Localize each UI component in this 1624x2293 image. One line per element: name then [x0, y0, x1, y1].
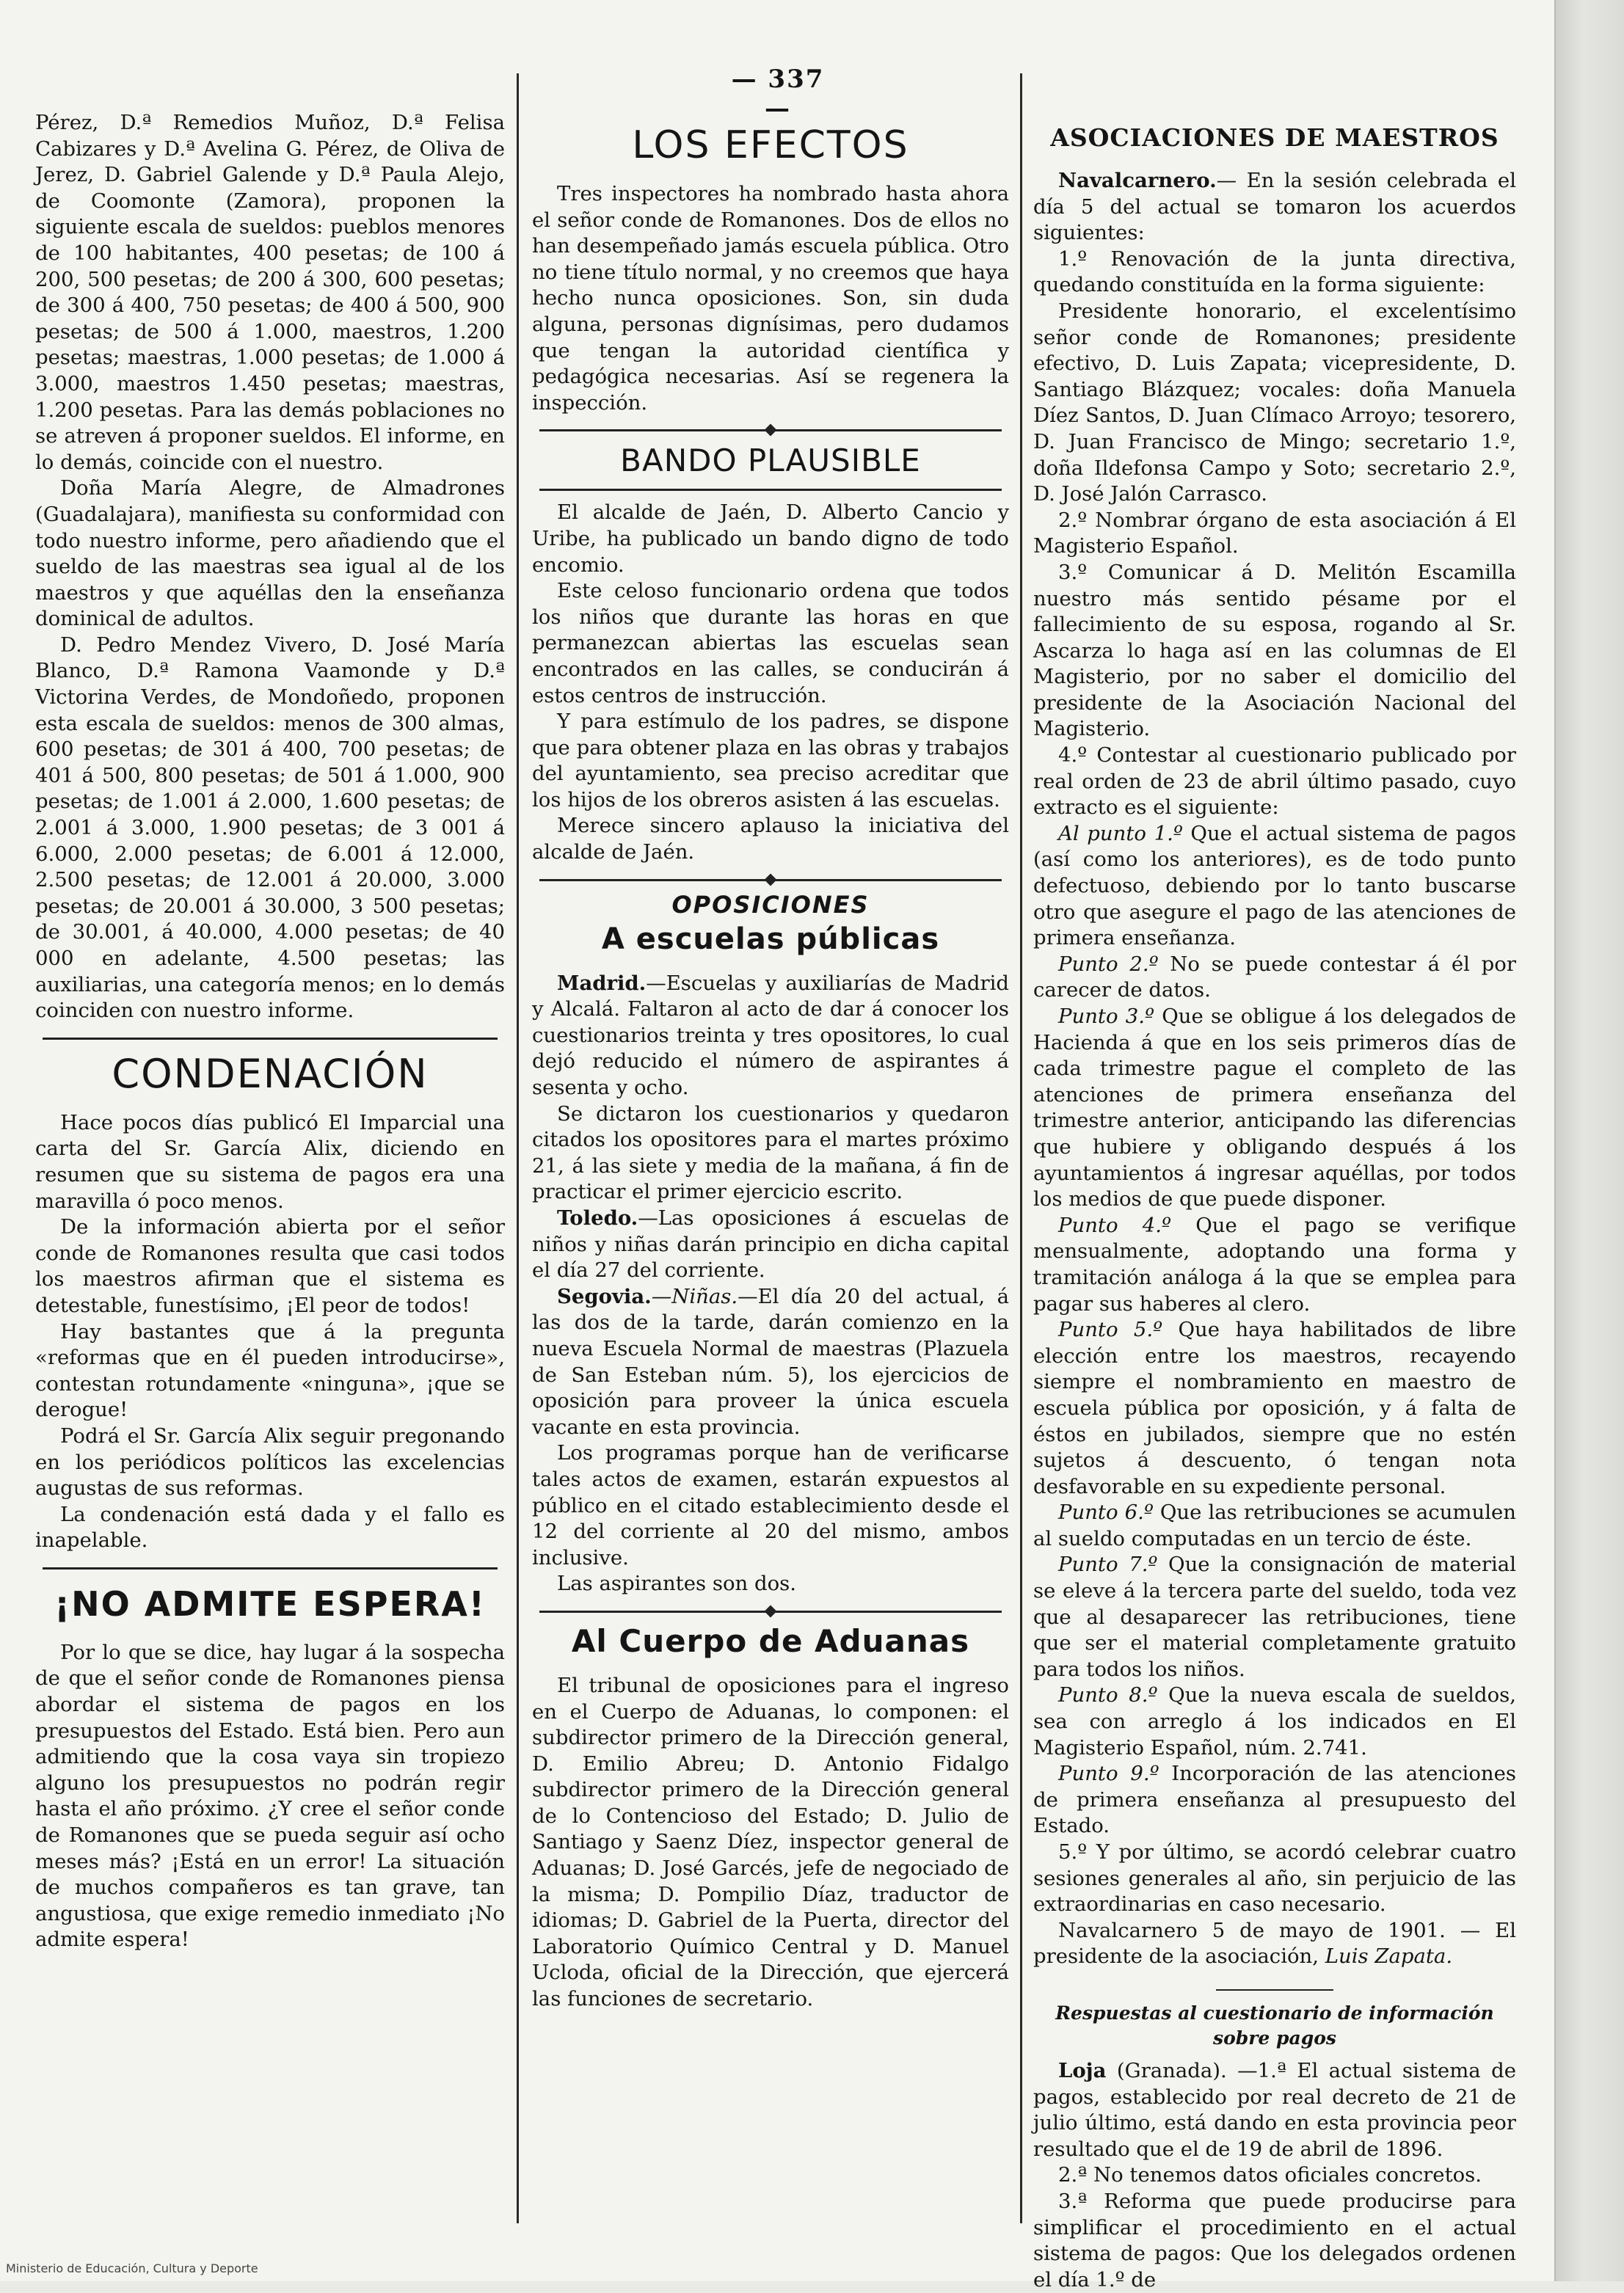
- text: Que las retribuciones se acumulen al sueldo computadas en un tercio de éste.: [1033, 1501, 1516, 1550]
- point-lead: Punto 7.º: [1058, 1553, 1158, 1577]
- paragraph: [1033, 821, 1516, 952]
- heading-oposiciones: OPOSICIONES: [671, 890, 870, 919]
- paragraph: 2.º Nombrar órgano de esta asociación á El Magisterio Español.: [1033, 508, 1516, 558]
- place-lead: Madrid.: [557, 971, 647, 995]
- paragraph: De la información abierta por el señor conde de Romanones resulta que casi todos los maestros afirman que el sistema es detestable, funestísimo, ¡El peor de todos!: [35, 1215, 505, 1317]
- point-lead: Punto 8.º: [1058, 1683, 1158, 1707]
- paragraph: Hay bastantes que á la pregunta «reformas que en él pueden introducirse», contestan rotundamente «ninguna», ¡que se derogue!: [35, 1319, 505, 1422]
- text: (Granada). —1.ª El actual sistema de pagos, establecido por real decreto de 21 de julio último, está dando en esta provincia peor resultado que el de 19 de abril de 1896.: [1033, 2058, 1516, 2161]
- paragraph: [1033, 1761, 1516, 1840]
- paragraph: Pérez, D.ª Remedios Muñoz, D.ª Felisa Cabizares y D.ª Avelina G. Pérez, de Oliva de Jerez, D. Gabriel Galende y D.ª Paula Alejo, de Coomonte (Zamora), proponen la siguiente escala de sueldos: pueblos menores de 100 habitantes, 400 pesetas; de 100 á 200, 500 pesetas; de 200 á 300, 600 pesetas; de 300 á 400, 750 pesetas; de 400 á 500, 900 pesetas; de 500 á 1.000, maestros, 1.200 pesetas; maestras, 1.000 pesetas; de 1.000 á 3.000, maestros 1.450 pesetas; maestras, 1.200 pesetas. Para las demás poblaciones no se atreven á proponer sueldos. El informe, en lo demás, coincide con el nuestro.: [35, 111, 505, 474]
- text-italic: —Niñas.: [651, 1284, 738, 1308]
- paragraph: Y para estímulo de los padres, se dispone que para obtener plaza en las obras y trabajos del ayuntamiento, sea preciso acreditar que los hijos de los obreros asisten á las escuelas.: [532, 710, 1009, 812]
- paragraph: Podrá el Sr. García Alix seguir pregonando en los periódicos políticos las excelencias augustas de sus reformas.: [35, 1423, 505, 1501]
- paragraph: 3.º Comunicar á D. Melitón Escamilla nuestro más sentido pésame por el fallecimiento de su esposa, rogando al Sr. Ascarza lo haga así en las columnas de El Magisterio, por no saber el domicilio del presidente de la Asociación Nacional del Magisterio.: [1033, 560, 1516, 741]
- signer-name: Luis Zapata.: [1325, 1944, 1453, 1969]
- paragraph: [1033, 168, 1516, 247]
- text: —Escuelas y auxiliarías de Madrid y Alcalá. Faltaron al acto de dar á conocer los cuestionarios treinta y tres opositores, lo cual dejó reducido el número de aspirantes á sesenta y ocho.: [532, 971, 1009, 1100]
- paragraph: [532, 971, 1009, 1101]
- paragraph: [1033, 952, 1516, 1004]
- place-lead: Segovia.: [557, 1284, 652, 1308]
- heading-los-efectos: LOS EFECTOS: [632, 123, 909, 167]
- text: Incorporación de las atenciones de primera enseñanza al presupuesto del Estado.: [1033, 1762, 1516, 1838]
- paragraph: [1033, 1317, 1516, 1500]
- adjacent-page-edge: [1554, 0, 1624, 2281]
- text: Que haya habilitados de libre elección entre los maestros, recayendo siempre el nombramiento en maestro de escuela pública por oposición, y á falta de éstos en jubilados, siempre que no estén sujetos á descuento, ó tengan nota desfavorable en su expediente personal.: [1033, 1318, 1516, 1498]
- paragraph: [532, 1284, 1009, 1441]
- paragraph: Se dictaron los cuestionarios y quedaron citados los opositores para el martes próximo 21, á las siete y media de la mañana, á fin de practicar el primer ejercicio escrito.: [532, 1101, 1009, 1204]
- point-lead: Punto 5.º: [1058, 1318, 1163, 1342]
- column-rule: [1020, 73, 1022, 2223]
- paragraph: La condenación está dada y el fallo es inapelable.: [35, 1502, 505, 1553]
- section-divider: [43, 1567, 498, 1570]
- text: No se puede contestar á él por carecer de datos.: [1033, 952, 1516, 1002]
- paragraph: [1033, 1500, 1516, 1552]
- section-divider: [539, 489, 1002, 491]
- text: Hace pocos días publicó El Imparcial una carta del Sr. García Alix, diciendo en resumen que su sistema de pagos era una maravilla ó poco menos.: [35, 1110, 505, 1213]
- point-lead: Punto 2.º: [1058, 952, 1159, 976]
- heading-bando-plausible: BANDO PLAUSIBLE: [620, 442, 921, 479]
- paragraph: [532, 1206, 1009, 1284]
- short-divider: [1216, 1989, 1333, 1991]
- paragraph: 1.º Renovación de la junta directiva, quedando constituída en la forma siguiente:: [1033, 247, 1516, 297]
- text: Que la nueva escala de sueldos, sea con arreglo á los indicados en El Magisterio Español, núm. 2.741.: [1033, 1683, 1516, 1760]
- paragraph: Presidente honorario, el excelentísimo señor conde de Romanones; presidente efectivo, D. Luis Zapata; vicepresidente, D. Santiago Blázquez; vocales: doña Manuela Díez Santos, D. Juan Clímaco Arroyo; tesorero, D. Juan Francisco de Mingo; secretario 1.º, doña Ildefonsa Campo y Soto; secretario 2.º, D. José Jalón Carrasco.: [1033, 299, 1516, 506]
- heading-condenacion: CONDENACIÓN: [112, 1050, 429, 1097]
- column-rule: [517, 73, 519, 2223]
- heading-no-admite-espera: ¡NO ADMITE ESPERA!: [54, 1583, 486, 1624]
- paragraph: Tres inspectores ha nombrado hasta ahora el señor conde de Romanones. Dos de ellos no han desempeñado jamás escuela pública. Otro no tiene título normal, y no creemos que haya hecho nunca oposiciones. Son, sin duda alguna, personas dignísimas, pero dudamos que tengan la autoridad científica y pedagógica necesarias. Así se regenera la inspección.: [532, 182, 1009, 415]
- paragraph: Este celoso funcionario ordena que todos los niños que durante las horas en que permanezcan abiertas las escuelas sean encontrados en las calles, se conducirán á estos centros de instrucción.: [532, 579, 1009, 707]
- column-middle: [532, 121, 1009, 2013]
- paragraph: [1033, 1213, 1516, 1317]
- paragraph: Las aspirantes son dos.: [557, 1572, 796, 1596]
- paragraph: [35, 1110, 505, 1214]
- section-divider: [539, 429, 1002, 431]
- text: —Las oposiciones á escuelas de niños y niñas darán principio en dicha capital el día 27 del corriente.: [532, 1206, 1009, 1283]
- place-lead: Navalcarnero.: [1058, 169, 1217, 192]
- text: — En la sesión celebrada el día 5 del actual se tomaron los acuerdos siguientes:: [1033, 169, 1516, 245]
- paragraph: D. Pedro Mendez Vivero, D. José María Blanco, D.ª Ramona Vaamonde y D.ª Victorina Verdes, de Mondoñedo, proponen esta escala de sueldos: menos de 300 almas, 600 pesetas; de 301 á 400, 700 pesetas; de 401 á 500, 800 pesetas; de 501 á 1.000, 900 pesetas; de 1.001 á 2.000, 1.600 pesetas; de 2.001 á 3.000, 1.900 pesetas; de 3 001 á 6.000, 2.000 pesetas; de 6.001 á 12.000, 2.500 pesetas; de 12.001 á 20.000, 3.000 pesetas; de 20.001 á 30.000, 3 500 pesetas; de 30.001, á 40.000, 4.000 pesetas; de 40 000 en adelante, 4.500 pesetas; las auxiliarias, una categoría menos; en lo demás coinciden con nuestro informe.: [35, 633, 505, 1023]
- text: —El día 20 del actual, á las dos de la tarde, darán comienzo en la nueva Escuela Normal de maestras (Plazuela de San Esteban núm. 5), los ejercicios de oposición para proveer la única escuela vacante en esta provincia.: [532, 1284, 1009, 1439]
- heading-respuestas: Respuestas al cuestionario de información sobre pagos: [1055, 2002, 1494, 2049]
- paragraph: 3.ª Reforma que puede producirse para simplificar el procedimiento en el actual sistema de pagos: Que los delegados ordenen el día 1.º de: [1033, 2189, 1516, 2292]
- paragraph: 4.º Contestar al cuestionario publicado por real orden de 23 de abril último pasado, cuyo extracto es el siguiente:: [1033, 743, 1516, 820]
- paragraph: 5.º Y por último, se acordó celebrar cuatro sesiones generales al año, sin perjuicio de las extraordinarias en caso necesario.: [1033, 1840, 1516, 1917]
- paragraph: Los programas porque han de verificarse tales actos de examen, estarán expuestos al público en el citado establecimiento desde el 12 del corriente al 20 del mismo, ambos inclusive.: [532, 1441, 1009, 1570]
- paragraph: [1033, 2058, 1516, 2162]
- heading-asociaciones: ASOCIACIONES DE MAESTROS: [1050, 123, 1499, 152]
- paragraph: Doña María Alegre, de Almadrones (Guadalajara), manifiesta su conformidad con todo nuestro informe, pero añadiendo que el sueldo de las maestras sea igual al de los maestros y que aquéllas den la enseñanza dominical de adultos.: [35, 476, 505, 631]
- point-lead: Al punto 1.º: [1058, 821, 1183, 845]
- paragraph: [1033, 1004, 1516, 1213]
- paragraph: [1033, 1552, 1516, 1683]
- point-lead: Punto 3.º: [1058, 1005, 1154, 1028]
- signature-line: [1033, 1918, 1516, 1970]
- text: Que la consignación de material se eleve á la tercera parte del sueldo, toda vez que al desaparecer las retribuciones, tiene que ser el material completamente gratuito para todos los niños.: [1033, 1553, 1516, 1681]
- heading-cuerpo-aduanas: Al Cuerpo de Aduanas: [571, 1622, 970, 1659]
- section-divider: [43, 1038, 498, 1040]
- place-lead: Toledo.: [557, 1206, 638, 1230]
- archive-credit: Ministerio de Educación, Cultura y Deporte: [6, 2261, 258, 2275]
- paragraph: Por lo que se dice, hay lugar á la sospecha de que el señor conde de Romanones piensa abordar el sistema de pagos en los presupuestos del Estado. Está bien. Pero aun admitiendo que la cosa vaya sin tropiezo alguno los presupuestos no podrán regir hasta el año próximo. ¿Y cree el señor conde de Romanones que se pueda seguir así ocho meses más? ¡Está en un error! La situación de muchos compañeros es tan grave, tan angustiosa, que exige remedio inmediato ¡No admite espera!: [35, 1640, 505, 1952]
- section-divider: [539, 1611, 1002, 1613]
- point-lead: Punto 9.º: [1058, 1762, 1159, 1786]
- text: Que el actual sistema de pagos (así como los anteriores), es de todo punto defectuoso, debiendo por lo tanto buscarse otro que asegure el pago de las atenciones de primera enseñanza.: [1033, 821, 1516, 950]
- page-number: — 337 —: [731, 65, 825, 123]
- point-lead: Punto 6.º: [1058, 1501, 1154, 1525]
- section-divider: [539, 879, 1002, 881]
- paragraph: 2.ª No tenemos datos oficiales concretos.: [1058, 2163, 1482, 2187]
- point-lead: Punto 4.º: [1058, 1213, 1171, 1237]
- text: Navalcarnero 5 de mayo de 1901. — El presidente de la asociación,: [1033, 1918, 1516, 1969]
- text: Que se obligue á los delegados de Hacienda á que en los seis primeros días de cada trimestre pague el completo de las atenciones de primera enseñanza del trimestre anterior, anticipando las diferencias que hubiere y obligando después á los ayuntamientos á ingresar aquéllas, por todos los medios de que puede disponer.: [1033, 1005, 1516, 1211]
- text: Que el pago se verifique mensualmente, adoptando una forma y tramitación análoga á la que se emplea para pagar sus haberes al clero.: [1033, 1213, 1516, 1316]
- column-right: [1033, 121, 1516, 2293]
- paragraph: Merece sincero aplauso la iniciativa del alcalde de Jaén.: [532, 814, 1009, 864]
- paragraph: [1033, 1683, 1516, 1761]
- paragraph: El alcalde de Jaén, D. Alberto Cancio y Uribe, ha publicado un bando digno de todo encomio.: [532, 500, 1009, 577]
- place-lead: Loja: [1058, 2058, 1107, 2082]
- paragraph: El tribunal de oposiciones para el ingreso en el Cuerpo de Aduanas, lo componen: el subdirector primero de la Dirección general, D. Emilio Abreu; D. Antonio Fidalgo subdirector primero de la Dirección general de lo Contencioso del Estado; D. Julio de Santiago y Saenz Díez, inspector general de Aduanas; D. José Garcés, jefe de negociado de la misma; D. Pompilio Díaz, traductor de idiomas; D. Gabriel de la Puerta, director del Laboratorio Químico Central y D. Manuel Ucloda, oficial de la Dirección, que ejercerá las funciones de secretario.: [532, 1673, 1009, 2011]
- column-left: [35, 110, 505, 1953]
- heading-a-escuelas-publicas: A escuelas públicas: [601, 922, 940, 956]
